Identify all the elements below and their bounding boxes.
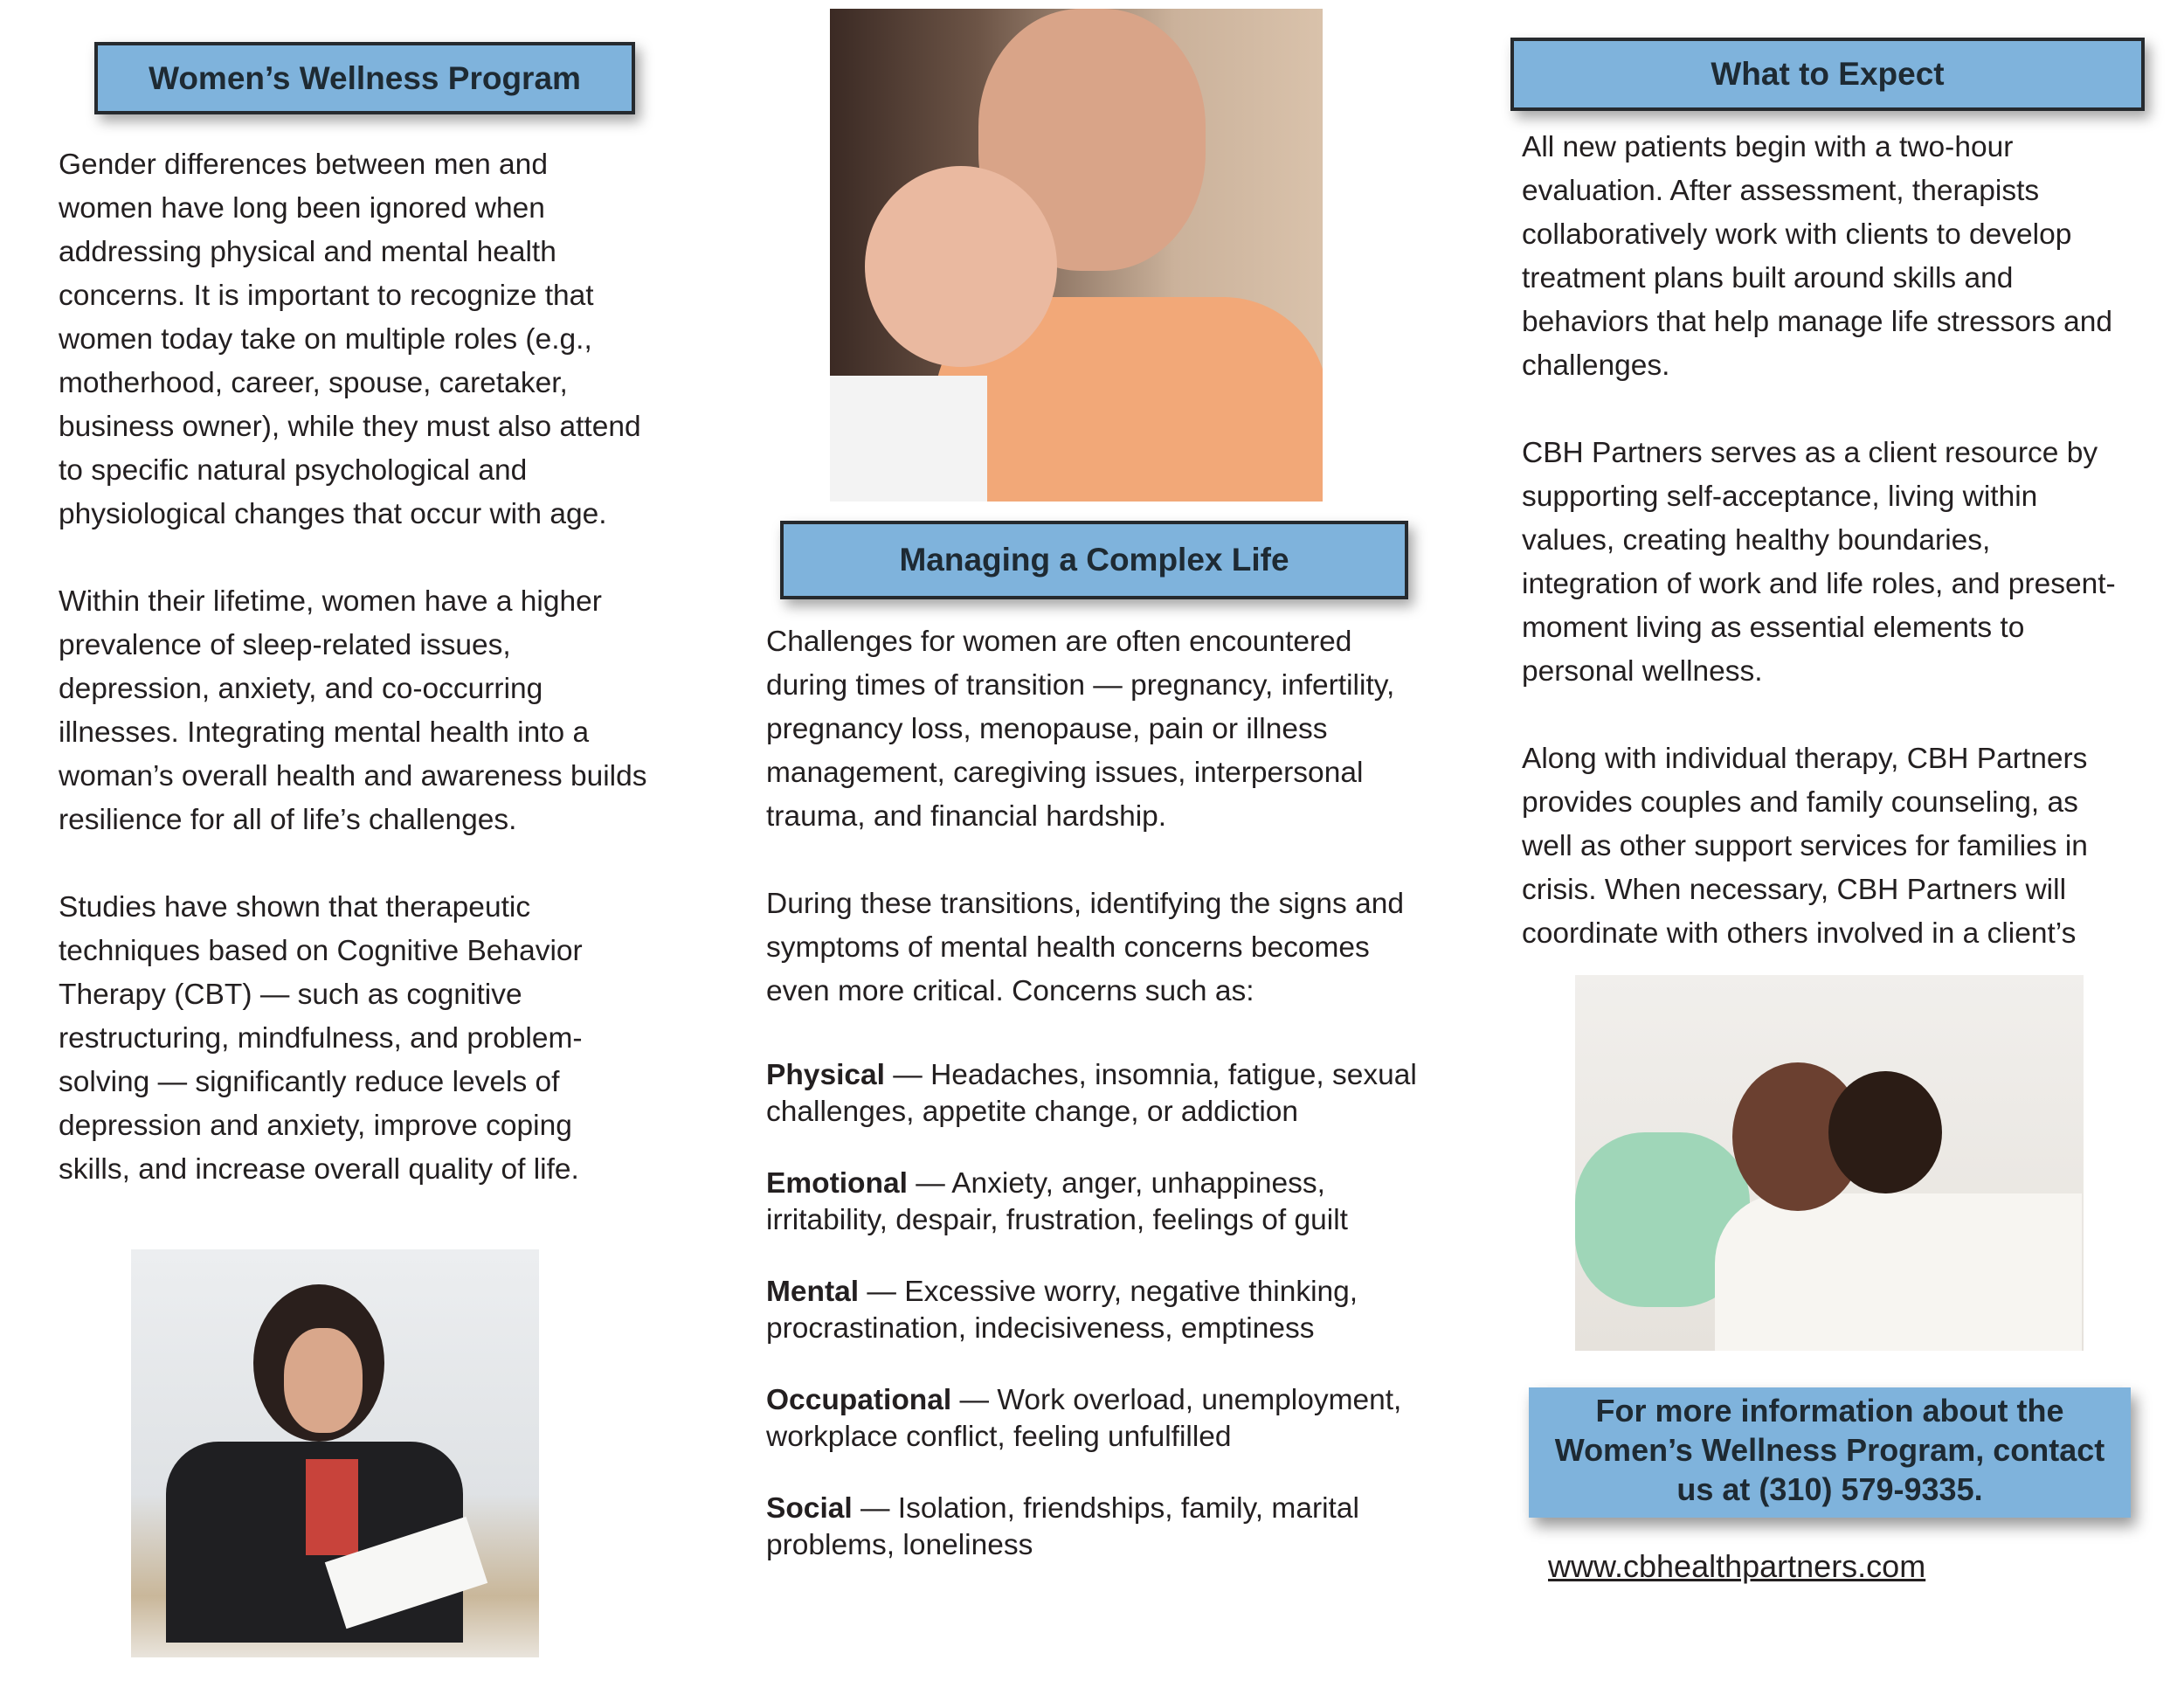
- contact-line: For more information about the: [1595, 1393, 2064, 1429]
- concern-description: — Excessive worry, negative thinking,: [867, 1276, 1358, 1308]
- paragraph: [59, 580, 647, 842]
- text-line: concerns. It is important to recognize that: [59, 280, 594, 312]
- concern-term: Occupational: [766, 1384, 952, 1416]
- concern-term: Emotional: [766, 1167, 908, 1200]
- concern-item: [766, 1491, 1417, 1564]
- text-line: restructuring, mindfulness, and problem-: [59, 1022, 583, 1055]
- managing-complex-life-heading: [780, 521, 1408, 599]
- concern-line: [766, 1274, 1417, 1311]
- text-line: depression, anxiety, and co-occurring: [59, 673, 543, 705]
- text-line: Therapy (CBT) — such as cognitive: [59, 979, 522, 1011]
- right-column-text: [1522, 126, 2116, 1000]
- text-line: Along with individual therapy, CBH Partners: [1522, 743, 2088, 775]
- text-line: techniques based on Cognitive Behavior: [59, 935, 583, 967]
- contact-line: Women’s Wellness Program, contact: [1554, 1432, 2105, 1468]
- womens-wellness-heading: [94, 42, 635, 114]
- paragraph: [766, 620, 1417, 839]
- paragraph: [59, 886, 647, 1192]
- concern-item: [766, 1274, 1417, 1347]
- contact-line: us at (310) 579-9335.: [1676, 1471, 1983, 1507]
- heading-text: Women’s Wellness Program: [149, 59, 581, 96]
- paragraph: [1522, 126, 2116, 388]
- text-line: even more critical. Concerns such as:: [766, 975, 1254, 1007]
- text-line: woman’s overall health and awareness builds: [59, 760, 647, 792]
- concern-line: [766, 1057, 1417, 1094]
- text-line: personal wellness.: [1522, 655, 1763, 688]
- text-line: motherhood, career, spouse, caretaker,: [59, 367, 568, 399]
- concern-line: [766, 1419, 1417, 1456]
- concern-description: — Isolation, friendships, family, marital: [860, 1492, 1359, 1525]
- text-line: Gender differences between men and: [59, 149, 548, 181]
- concern-term: Social: [766, 1492, 853, 1525]
- concern-item: [766, 1382, 1417, 1456]
- mother-holding-baby-photo: [830, 9, 1323, 502]
- text-line: resilience for all of life’s challenges.: [59, 804, 517, 836]
- text-line: during times of transition — pregnancy, infertility,: [766, 669, 1395, 702]
- middle-column-text: [766, 620, 1417, 1599]
- text-line: During these transitions, identifying the signs and: [766, 888, 1404, 920]
- text-line: business owner), while they must also attend: [59, 411, 641, 443]
- text-line: Challenges for women are often encountered: [766, 626, 1352, 658]
- concern-description: — Work overload, unemployment,: [959, 1384, 1402, 1416]
- concern-line: [766, 1166, 1417, 1202]
- concern-line: [766, 1311, 1417, 1347]
- concern-item: [766, 1166, 1417, 1239]
- concern-term: Physical: [766, 1059, 885, 1091]
- text-line: to specific natural psychological and: [59, 454, 528, 487]
- text-line: moment living as essential elements to: [1522, 612, 2025, 644]
- paragraph: [1522, 432, 2116, 694]
- text-line: depression and anxiety, improve coping: [59, 1110, 572, 1142]
- text-line: provides couples and family counseling, as: [1522, 786, 2078, 819]
- concern-description: problems, loneliness: [766, 1529, 1033, 1561]
- text-line: coordinate with others involved in a client’s: [1522, 917, 2077, 950]
- woman-resting-photo: [1575, 975, 2084, 1351]
- paragraph: [1522, 737, 2116, 956]
- text-line: solving — significantly reduce levels of: [59, 1066, 560, 1098]
- concern-description: — Headaches, insomnia, fatigue, sexual: [893, 1059, 1417, 1091]
- text-line: CBH Partners serves as a client resource by: [1522, 437, 2098, 469]
- text-line: management, caregiving issues, interpersonal: [766, 757, 1364, 789]
- text-line: pregnancy loss, menopause, pain or illness: [766, 713, 1328, 745]
- text-line: symptoms of mental health concerns becomes: [766, 931, 1370, 964]
- website-link[interactable]: www.cbhealthpartners.com: [1548, 1548, 1926, 1584]
- concern-line: [766, 1382, 1417, 1419]
- text-line: crisis. When necessary, CBH Partners will: [1522, 874, 2067, 906]
- concern-line: [766, 1527, 1417, 1564]
- concern-term: Mental: [766, 1276, 860, 1308]
- text-line: collaboratively work with clients to develop: [1522, 218, 2072, 251]
- concern-line: [766, 1491, 1417, 1527]
- text-line: Studies have shown that therapeutic: [59, 891, 531, 924]
- text-line: well as other support services for families in: [1522, 830, 2088, 862]
- text-line: behaviors that help manage life stressors and: [1522, 306, 2112, 338]
- paragraph: [766, 882, 1417, 1013]
- text-line: treatment plans built around skills and: [1522, 262, 2014, 294]
- concern-description: irritability, despair, frustration, feelings of guilt: [766, 1204, 1348, 1236]
- contact-info-box: [1529, 1387, 2131, 1518]
- heading-text: What to Expect: [1711, 56, 1945, 92]
- left-column-text: [59, 143, 647, 1235]
- concern-item: [766, 1057, 1417, 1131]
- text-line: illnesses. Integrating mental health into a: [59, 716, 590, 749]
- concern-description: — Anxiety, anger, unhappiness,: [916, 1167, 1325, 1200]
- heading-text: Managing a Complex Life: [899, 542, 1289, 578]
- text-line: evaluation. After assessment, therapists: [1522, 175, 2040, 207]
- text-line: physiological changes that occur with age.: [59, 498, 607, 530]
- text-line: challenges.: [1522, 349, 1670, 382]
- text-line: Within their lifetime, women have a higher: [59, 585, 602, 618]
- text-line: All new patients begin with a two-hour: [1522, 131, 2014, 163]
- text-line: women today take on multiple roles (e.g.,: [59, 323, 592, 356]
- paragraph: [59, 143, 647, 536]
- what-to-expect-heading: [1510, 38, 2145, 111]
- text-line: integration of work and life roles, and present-: [1522, 568, 2116, 600]
- text-line: values, creating healthy boundaries,: [1522, 524, 1991, 557]
- text-line: skills, and increase overall quality of life.: [59, 1153, 579, 1186]
- concern-line: [766, 1202, 1417, 1239]
- concern-line: [766, 1094, 1417, 1131]
- concern-description: workplace conflict, feeling unfulfilled: [766, 1421, 1232, 1453]
- concern-description: procrastination, indecisiveness, emptiness: [766, 1312, 1315, 1345]
- concern-description: challenges, appetite change, or addiction: [766, 1096, 1299, 1128]
- text-line: addressing physical and mental health: [59, 236, 556, 268]
- text-line: women have long been ignored when: [59, 192, 545, 225]
- woman-reading-photo: [131, 1249, 539, 1657]
- text-line: trauma, and financial hardship.: [766, 800, 1167, 833]
- text-line: supporting self-acceptance, living within: [1522, 481, 2038, 513]
- text-line: prevalence of sleep-related issues,: [59, 629, 511, 661]
